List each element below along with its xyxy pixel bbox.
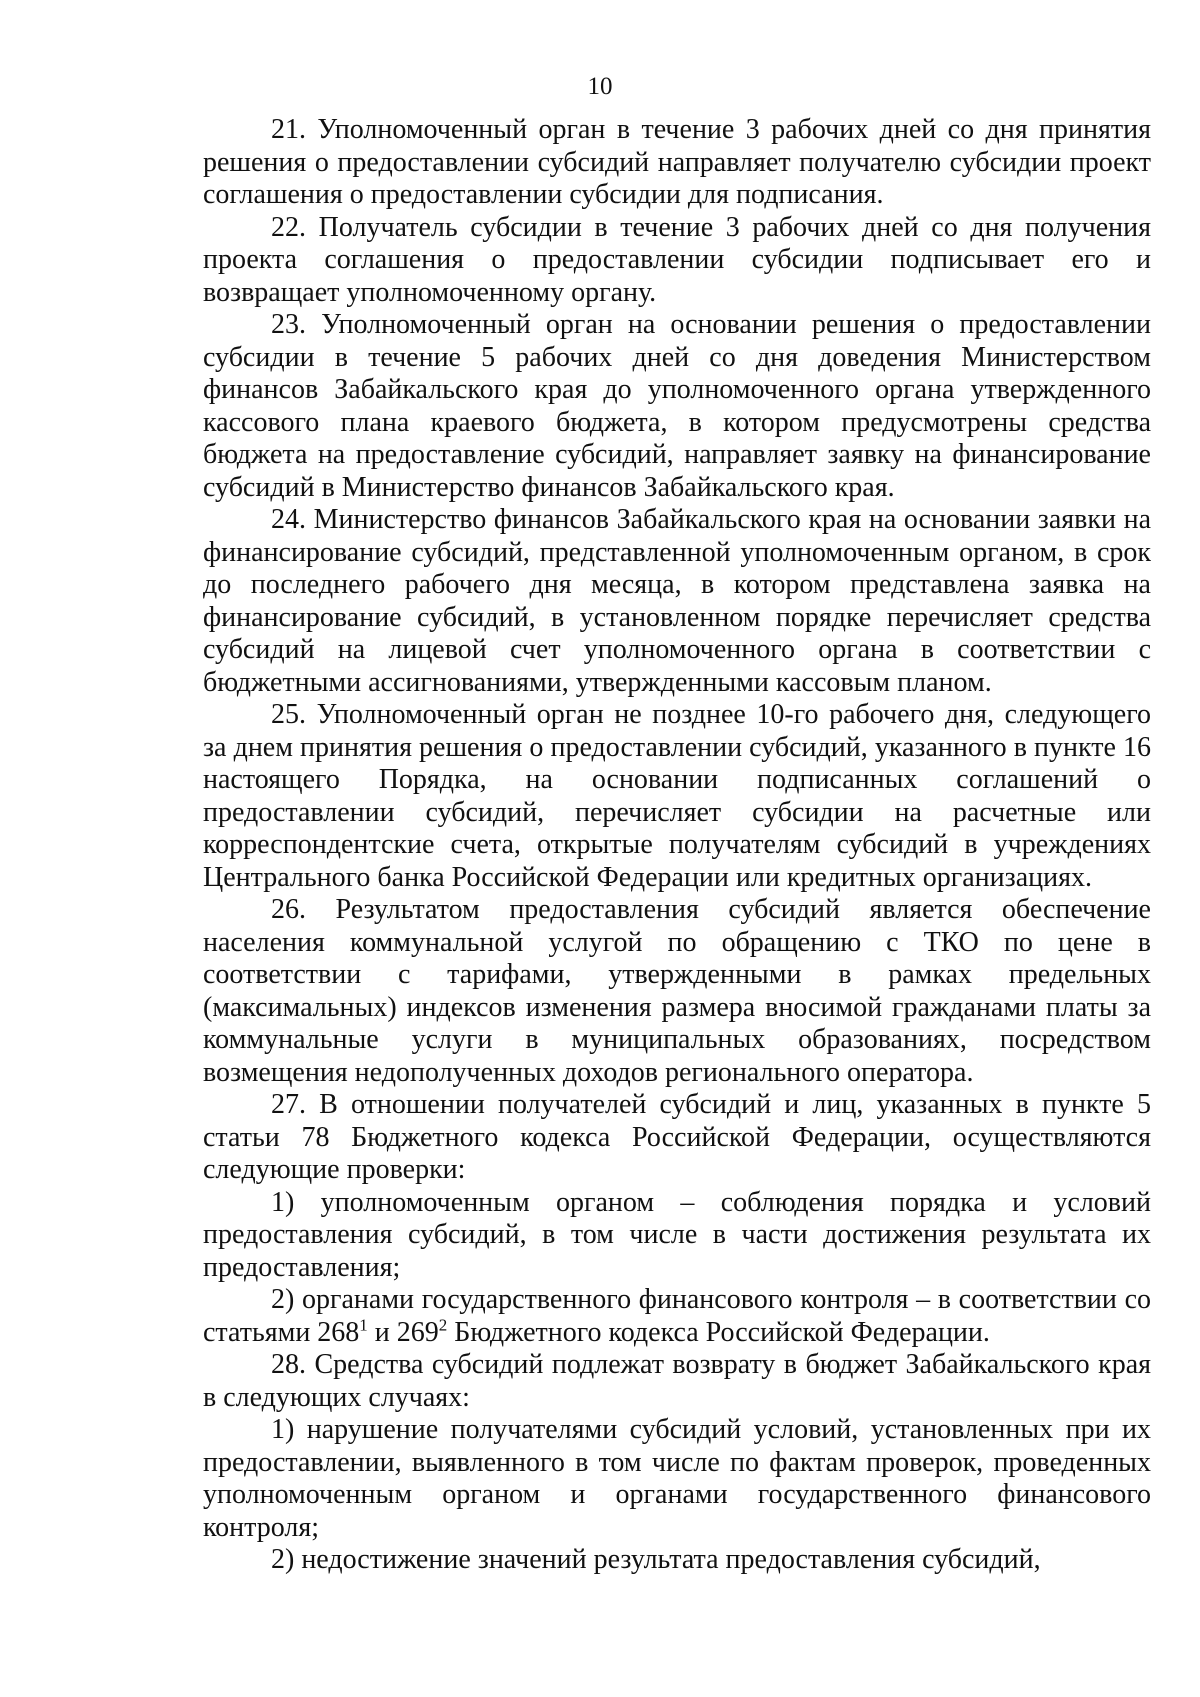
paragraph-28: 28. Средства субсидий подлежат возврату в бюджет Забайкальского края в следующих случаях: <box>203 1349 1151 1413</box>
paragraph-21: 21. Уполномоченный орган в течение 3 рабочих дней со дня принятия решения о предоставлении субсидий направляет получателю субсидии проект соглашения о предоставлении субсидии для подписания. <box>203 114 1151 210</box>
paragraph-22: 22. Получатель субсидии в течение 3 рабочих дней со дня получения проекта соглашения о предоставлении субсидии подписывает его и возвращает уполномоченному органу. <box>203 211 1151 308</box>
paragraph-27-item-2 <box>203 1284 1151 1349</box>
page-number: 10 <box>587 73 613 100</box>
paragraph-28-item-2: 2) недостижение значений результата предоставления субсидий, <box>271 1544 1041 1575</box>
paragraph-27: 27. В отношении получателей субсидий и лиц, указанных в пункте 5 статьи 78 Бюджетного кодекса Российской Федерации, осуществляются следующие проверки: <box>203 1089 1151 1185</box>
paragraph-23: 23. Уполномоченный орган на основании решения о предоставлении субсидии в течение 5 рабочих дней со дня доведения Министерством финансов Забайкальского края до уполномоченного органа утвержденного кассового плана краевого бюджета, в котором предусмотрены средства бюджета на предоставление субсидий, направляет заявку на финансирование субсидий в Министерство финансов Забайкальского края. <box>203 309 1151 503</box>
paragraph-27-item-2-text-end: Бюджетного кодекса Российской Федерации. <box>447 1316 990 1348</box>
paragraph-24: 24. Министерство финансов Забайкальского края на основании заявки на финансирование субсидий, представленной уполномоченным органом, в срок до последнего рабочего дня месяца, в котором представлена заявка на финансирование субсидий, в установленном порядке перечисляет средства субсидий на лицевой счет уполномоченного органа в соответствии с бюджетными ассигнованиями, утвержденными кассовым планом. <box>203 504 1151 698</box>
paragraph-27-item-2-text-middle: и 269 <box>367 1316 439 1348</box>
superscript-1: 1 <box>359 1315 368 1335</box>
paragraph-27-item-2-text-start: 2) органами государственного финансового контроля – в соответствии со статьями 268 <box>203 1284 1151 1348</box>
paragraph-26: 26. Результатом предоставления субсидий является обеспечение населения коммунальной услугой по обращению с ТКО по цене в соответствии с тарифами, утвержденными в рамках предельных (максимальных) индексов изменения размера вносимой гражданами платы за коммунальные услуги в муниципальных образованиях, посредством возмещения недополученных доходов регионального оператора. <box>203 894 1151 1088</box>
paragraph-28-item-1: 1) нарушение получателями субсидий условий, установленных при их предоставлении, выявленного в том числе по фактам проверок, проведенных уполномоченным органом и органами государственного финансового контроля; <box>203 1414 1151 1543</box>
document-body <box>203 114 1151 1577</box>
superscript-2: 2 <box>438 1315 448 1335</box>
paragraph-27-item-1: 1) уполномоченным органом – соблюдения порядка и условий предоставления субсидий, в том числе в части достижения результата их предоставления; <box>203 1186 1151 1283</box>
paragraph-25: 25. Уполномоченный орган не позднее 10-го рабочего дня, следующего за днем принятия решения о предоставлении субсидий, указанного в пункте 16 настоящего Порядка, на основании подписанных соглашений о предоставлении субсидий, перечисляет субсидии на расчетные или корреспондентские счета, открытые получателям субсидий в учреждениях Центрального банка Российской Федерации или кредитных организациях. <box>203 699 1151 893</box>
